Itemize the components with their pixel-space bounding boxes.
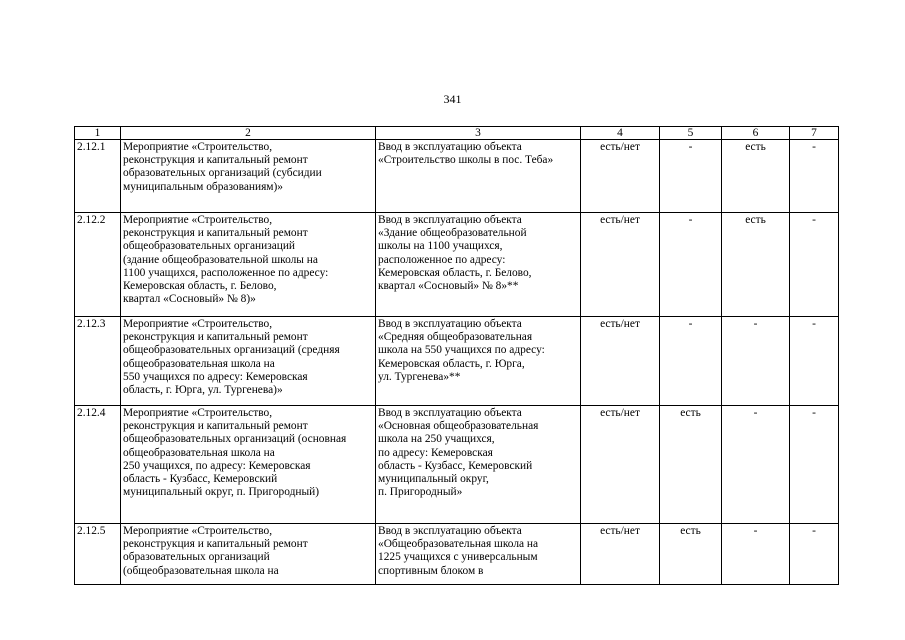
event-line: общеобразовательных организаций (123, 240, 296, 253)
value-cell: есть (722, 140, 790, 213)
value-cell: - (722, 524, 790, 585)
event-line: квартал «Сосновый» № 8)» (123, 293, 256, 306)
result-line: расположенное по адресу: (378, 253, 506, 266)
result-cell (376, 406, 581, 524)
result-line: муниципальный округ, (378, 473, 489, 486)
column-header: 6 (722, 127, 790, 140)
event-line: Мероприятие «Строительство, (123, 214, 273, 226)
event-line: (здание общеобразовательной школы на (123, 253, 318, 266)
value-cell: есть (660, 524, 722, 585)
result-line: Ввод в эксплуатацию объекта (378, 525, 522, 537)
result-cell (376, 213, 581, 317)
row-number: 2.12.2 (75, 213, 121, 317)
header-row (75, 127, 839, 140)
event-cell (121, 213, 376, 317)
result-line: область - Кузбасс, Кемеровский (378, 459, 533, 472)
value-cell: - (722, 406, 790, 524)
result-line: школа на 550 учащихся по адресу: (378, 344, 545, 357)
row-number: 2.12.4 (75, 406, 121, 524)
value-cell: есть/нет (581, 406, 660, 524)
value-cell: есть/нет (581, 213, 660, 317)
value-cell: - (790, 317, 839, 406)
column-header: 1 (75, 127, 121, 140)
column-header: 3 (376, 127, 581, 140)
value-cell: - (790, 406, 839, 524)
value-cell: есть (722, 213, 790, 317)
event-line: (общеобразовательная школа на (123, 564, 279, 577)
result-line: Ввод в эксплуатацию объекта (378, 214, 522, 226)
event-line: общеобразовательная школа на (123, 357, 275, 370)
event-line: область - Кузбасс, Кемеровский (123, 473, 278, 486)
value-cell: - (790, 213, 839, 317)
result-line: школа на 250 учащихся, (378, 433, 495, 446)
event-cell (121, 524, 376, 585)
event-line: Мероприятие «Строительство, (123, 141, 273, 153)
result-line: «Средняя общеобразовательная (378, 331, 533, 344)
result-line: Ввод в эксплуатацию объекта (378, 141, 522, 153)
result-line: «Основная общеобразовательная (378, 420, 539, 433)
value-cell: - (722, 317, 790, 406)
page-number: 341 (443, 92, 462, 106)
value-cell: есть/нет (581, 524, 660, 585)
result-line: Ввод в эксплуатацию объекта (378, 318, 522, 330)
event-line: 550 учащихся по адресу: Кемеровская (123, 370, 308, 383)
event-line: реконструкция и капитальный ремонт (123, 420, 308, 433)
table-row (75, 524, 839, 585)
column-header: 4 (581, 127, 660, 140)
event-line: 1100 учащихся, расположенное по адресу: (123, 266, 329, 279)
event-line: Мероприятие «Строительство, (123, 525, 273, 537)
row-number: 2.12.5 (75, 524, 121, 585)
event-line: область, г. Юрга, ул. Тургенева)» (123, 384, 283, 397)
event-line: 250 учащихся, по адресу: Кемеровская (123, 459, 311, 472)
result-line: «Здание общеобразовательной (378, 227, 527, 240)
indicators-table (74, 126, 839, 585)
result-line: Кемеровская область, г. Юрга, (378, 357, 525, 370)
value-cell: есть/нет (581, 140, 660, 213)
column-header: 5 (660, 127, 722, 140)
event-line: Мероприятие «Строительство, (123, 407, 273, 419)
result-line: школы на 1100 учащихся, (378, 240, 503, 253)
table-row (75, 317, 839, 406)
event-line: реконструкция и капитальный ремонт (123, 227, 308, 240)
table-row (75, 213, 839, 317)
table-row (75, 140, 839, 213)
event-line: Кемеровская область, г. Белово, (123, 280, 277, 293)
result-line: спортивным блоком в (378, 564, 484, 577)
event-line: общеобразовательная школа на (123, 446, 275, 459)
result-line: 1225 учащихся с универсальным (378, 551, 538, 564)
result-line: «Общеобразовательная школа на (378, 538, 539, 551)
event-line: образовательных организаций (субсидии (123, 167, 322, 180)
event-line: реконструкция и капитальный ремонт (123, 331, 308, 344)
event-line: образовательных организаций (123, 551, 270, 564)
value-cell: - (790, 140, 839, 213)
result-line: «Строительство школы в пос. Теба» (378, 154, 554, 167)
result-cell (376, 317, 581, 406)
result-cell (376, 524, 581, 585)
row-number: 2.12.1 (75, 140, 121, 213)
column-header: 2 (121, 127, 376, 140)
event-line: реконструкция и капитальный ремонт (123, 154, 308, 167)
result-line: Ввод в эксплуатацию объекта (378, 407, 522, 419)
event-line: муниципальный округ, п. Пригородный) (123, 486, 320, 499)
result-line: ул. Тургенева»** (378, 370, 461, 383)
value-cell: есть/нет (581, 317, 660, 406)
table-row (75, 406, 839, 524)
event-line: Мероприятие «Строительство, (123, 318, 273, 330)
row-number: 2.12.3 (75, 317, 121, 406)
result-line: Кемеровская область, г. Белово, (378, 266, 532, 279)
event-line: муниципальным образованиям)» (123, 180, 284, 193)
result-cell (376, 140, 581, 213)
result-line: п. Пригородный» (378, 486, 463, 499)
value-cell: - (660, 213, 722, 317)
value-cell: - (660, 140, 722, 213)
value-cell: - (660, 317, 722, 406)
result-line: квартал «Сосновый» № 8»** (378, 280, 519, 293)
event-line: общеобразовательных организаций (основная (123, 433, 347, 446)
result-line: по адресу: Кемеровская (378, 446, 493, 459)
event-line: реконструкция и капитальный ремонт (123, 538, 308, 551)
event-cell (121, 317, 376, 406)
event-line: общеобразовательных организаций (средняя (123, 344, 340, 357)
column-header: 7 (790, 127, 839, 140)
event-cell (121, 406, 376, 524)
event-cell (121, 140, 376, 213)
value-cell: есть (660, 406, 722, 524)
value-cell: - (790, 524, 839, 585)
